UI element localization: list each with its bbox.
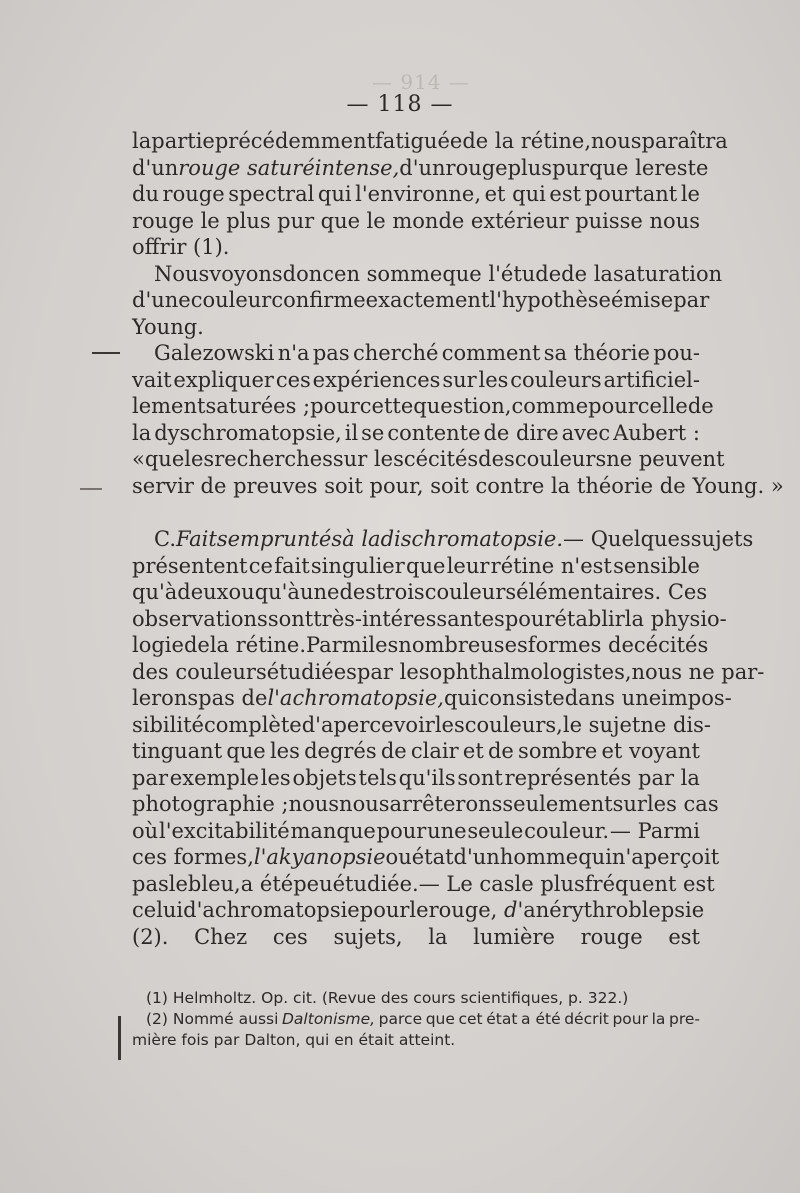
text-line: ces formes, l'akyanopsie ou état d'un homme qui n'aperçoit xyxy=(132,845,720,869)
page-number: — 118 — xyxy=(346,92,454,117)
text-line: pas le bleu, a été peu étudiée. — Le cas le plus fréquent est xyxy=(132,871,715,896)
margin-vertical-mark xyxy=(118,1016,121,1060)
text-line: du rouge spectral qui l'environne, et qui est pourtant le xyxy=(132,182,700,206)
text-line: C. Faits empruntés à la dischromatopsie. — Quelques sujets xyxy=(154,527,754,551)
text-line: la partie précédemment fatiguée de la rétine, nous paraîtra xyxy=(132,129,728,153)
text-line: celui d'achromatopsie pour le rouge, d'anérythroblepsie xyxy=(132,898,705,922)
text-line: d'un rouge saturé intense, d'un rouge plus pur que le reste xyxy=(132,155,709,180)
text-line: Galezowski n'a pas cherché comment sa théorie pou- xyxy=(154,341,700,365)
section-spacer xyxy=(132,499,700,526)
text-line: (2). Chez ces sujets, la lumière rouge est xyxy=(132,924,700,949)
text-line: des couleurs étudiées par les ophthalmologistes, nous ne par- xyxy=(132,659,765,684)
bleed-through-text: — 914 — xyxy=(372,70,470,94)
text-line: d'une couleur confirme exactement l'hypothèse émise par xyxy=(132,288,710,312)
text-line: offrir (1). xyxy=(132,235,230,259)
text-line: lerons pas de l'achromatopsie, qui consiste dans une impos- xyxy=(132,686,732,710)
text-line: observations sont très-intéressantes pour établir la physio- xyxy=(132,606,727,631)
body-text xyxy=(132,128,784,950)
text-line: tinguant que les degrés de clair et de sombre et voyant xyxy=(132,739,700,763)
text-line: logie de la rétine. Parmi les nombreuses formes de cécités xyxy=(132,633,709,657)
text-line: qu'à deux ou qu'à une des trois couleurs élémentaires. Ces xyxy=(132,580,708,604)
text-line: « que les recherches sur les cécités des couleurs ne peuvent xyxy=(132,447,725,471)
footnote-2-continued: mière fois par Dalton, qui en était atteint. xyxy=(132,1031,456,1049)
text-line: présentent ce fait singulier que leur rétine n'est sensible xyxy=(132,553,700,578)
text-line: la dyschromatopsie, il se contente de dire avec Aubert : xyxy=(132,420,700,445)
footnotes xyxy=(132,988,700,1051)
text-line: rouge le plus pur que le monde extérieur puisse nous xyxy=(132,208,700,233)
text-line: photographie ; nous nous arrêterons seulement sur les cas xyxy=(132,792,719,816)
text-line: où l'excitabilité manque pour une seule couleur. — Parmi xyxy=(132,818,700,843)
text-line: Nous voyons donc en somme que l'étude de la saturation xyxy=(154,261,723,286)
text-line: lement saturées ; pour cette question, comme pour celle de xyxy=(132,394,714,418)
text-line: sibilité complète d'apercevoir les couleurs, le sujet ne dis- xyxy=(132,712,712,737)
footnote-1: (1) Helmholtz. Op. cit. (Revue des cours scientifiques, p. 322.) xyxy=(146,989,629,1007)
footnote-2: (2) Nommé aussi Daltonisme, parce que cet état a été décrit pour la pre- xyxy=(146,1010,700,1028)
margin-dash-mark xyxy=(80,488,102,490)
text-line: Young. xyxy=(132,314,204,339)
text-line: vait expliquer ces expériences sur les couleurs artificiel- xyxy=(132,367,700,392)
text-line: par exemple les objets tels qu'ils sont représentés par la xyxy=(132,765,700,790)
margin-dash-mark xyxy=(92,352,120,354)
text-line: servir de preuves soit pour, soit contre la théorie de Young. » xyxy=(132,473,784,498)
